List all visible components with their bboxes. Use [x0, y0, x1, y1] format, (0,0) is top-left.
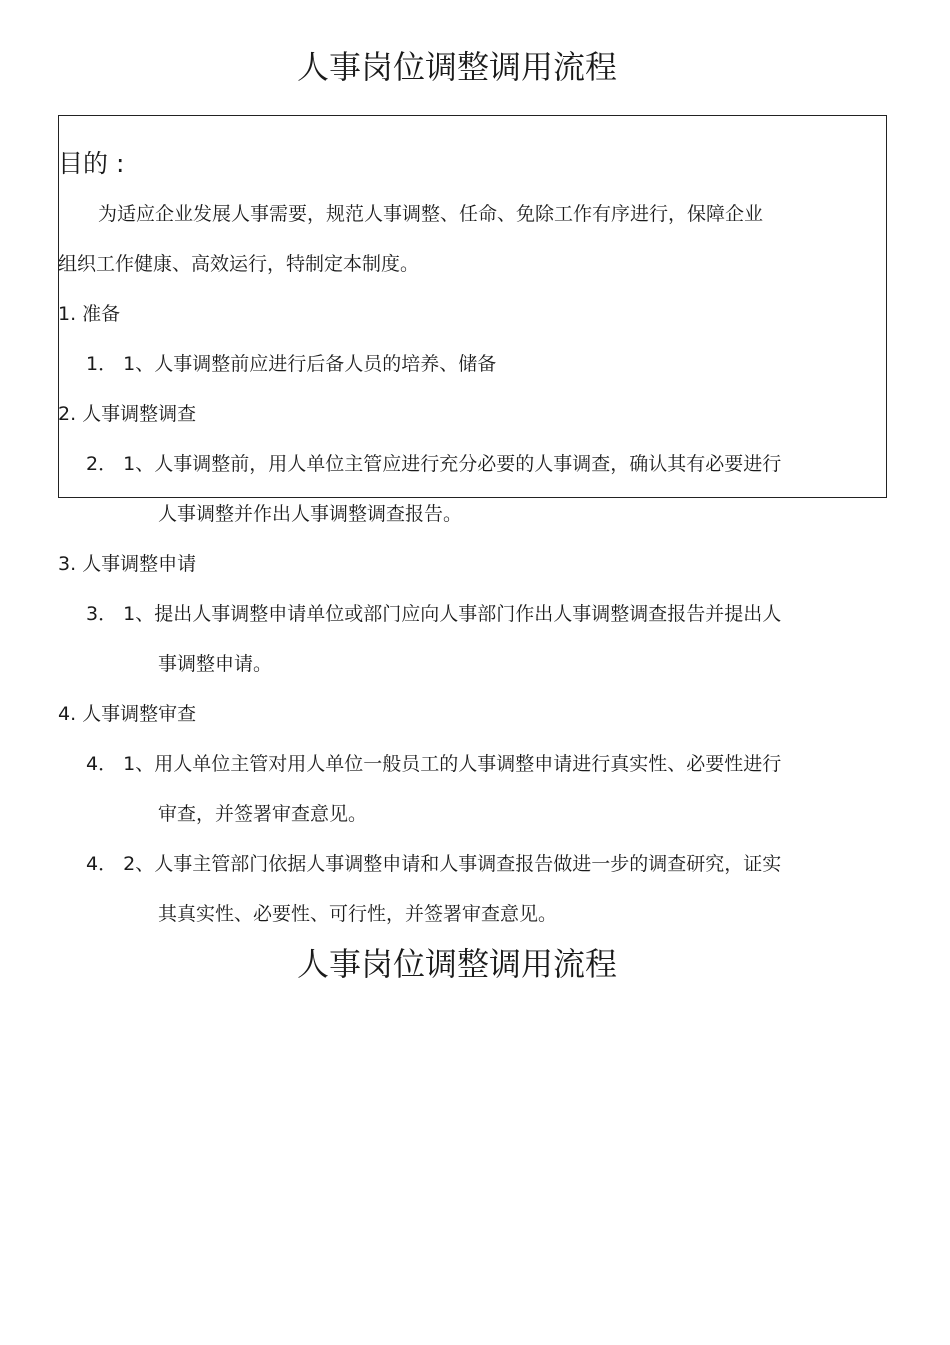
section-4-item-2: 4． 2、人事主管部门依据人事调整申请和人事调查报告做进一步的调查研究，证实 [86, 853, 782, 875]
purpose-text-line-2: 组织工作健康、高效运行，特制定本制度。 [58, 253, 420, 275]
purpose-heading: 目的 : [58, 149, 125, 178]
section-2-item-1: 2． 1、人事调整前，用人单位主管应进行充分必要的人事调查，确认其有必要进行 [86, 453, 782, 475]
section-4-item-1-continuation: 审查，并签署审查意见。 [158, 803, 368, 825]
section-3-item-1-continuation: 事调整申请。 [158, 653, 273, 675]
section-2-item-1-continuation: 人事调整并作出人事调整调查报告。 [158, 503, 463, 525]
document-title-repeat: 人事岗位调整调用流程 [296, 945, 617, 983]
purpose-box [58, 115, 887, 498]
section-4-item-2-continuation: 其真实性、必要性、可行性，并签署审查意见。 [158, 903, 558, 925]
purpose-text-line-1: 为适应企业发展人事需要，规范人事调整、任命、免除工作有序进行，保障企业 [98, 203, 764, 225]
section-heading-1: 1. 准备 [58, 303, 121, 325]
section-4-item-1: 4． 1、用人单位主管对用人单位一般员工的人事调整申请进行真实性、必要性进行 [86, 753, 782, 775]
section-1-item-1: 1． 1、人事调整前应进行后备人员的培养、储备 [86, 353, 497, 375]
section-heading-4: 4. 人事调整审查 [58, 703, 197, 725]
section-3-item-1: 3． 1、提出人事调整申请单位或部门应向人事部门作出人事调整调查报告并提出人 [86, 603, 782, 625]
document-title: 人事岗位调整调用流程 [296, 48, 617, 86]
section-heading-2: 2. 人事调整调查 [58, 403, 197, 425]
section-heading-3: 3. 人事调整申请 [58, 553, 197, 575]
